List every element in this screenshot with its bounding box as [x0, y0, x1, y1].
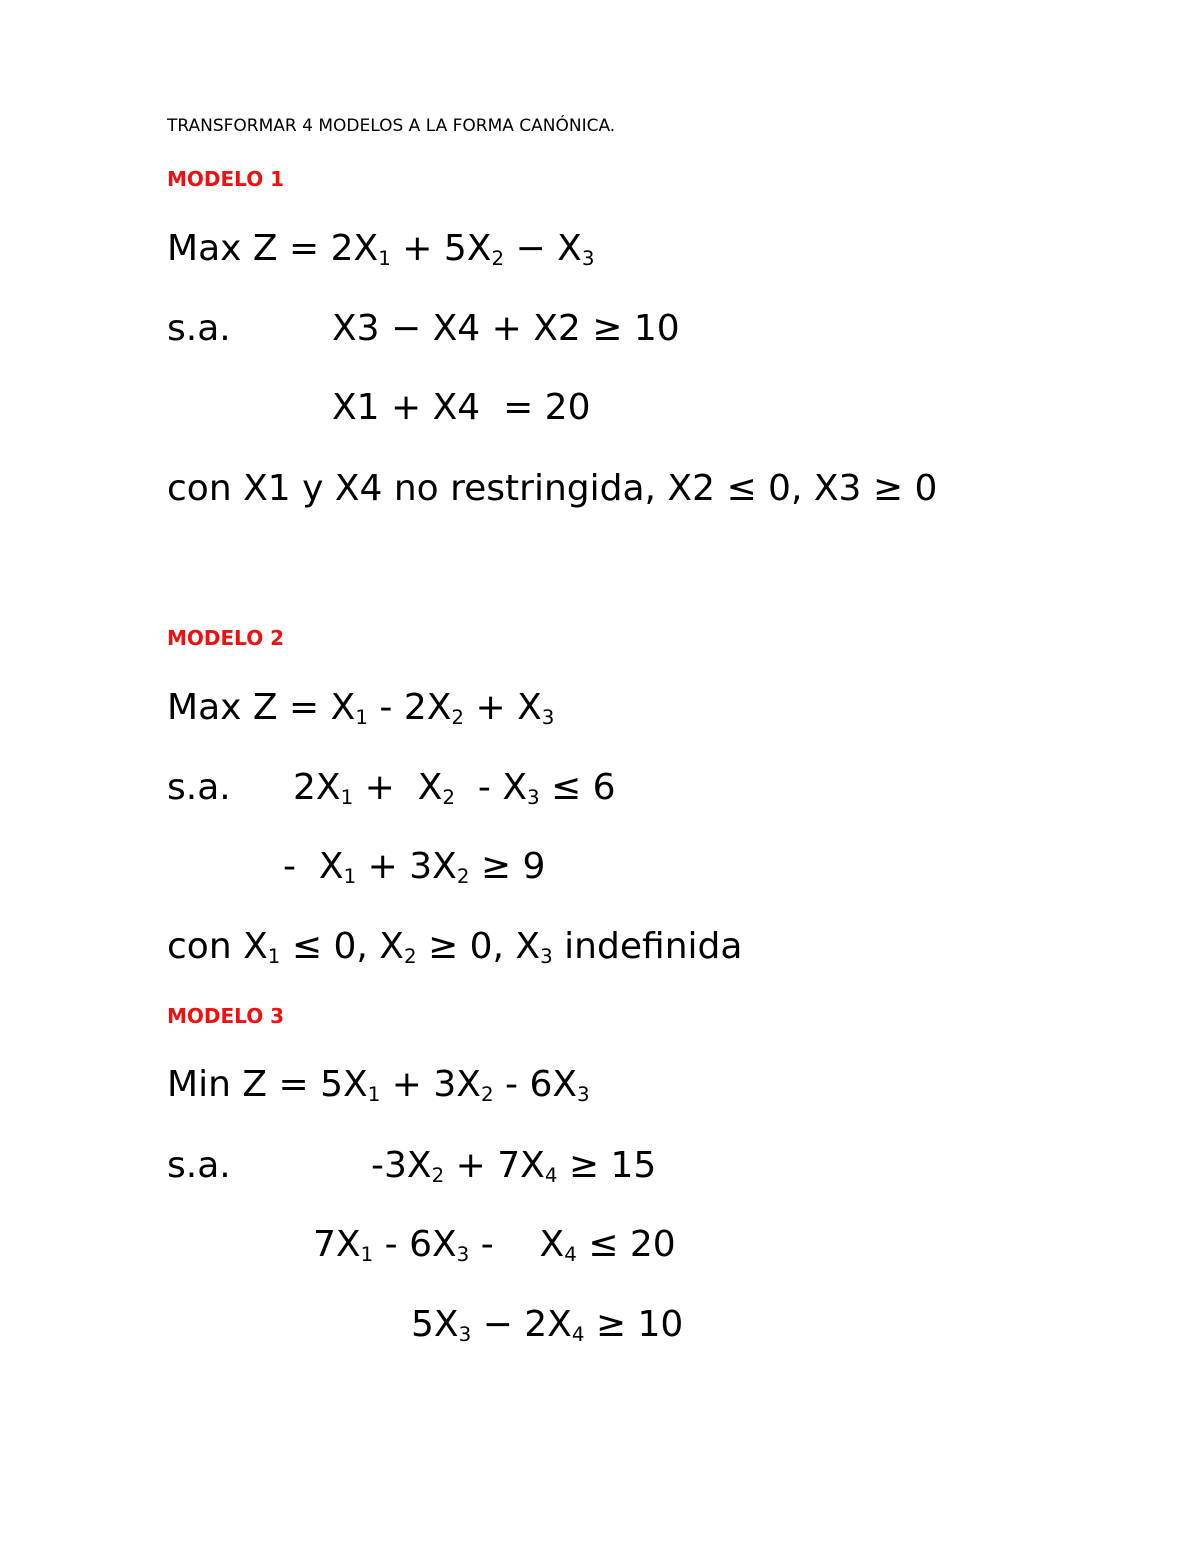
model-3-constraint-1: $-3X_2 + 7X_4 \ge 15$	[371, 1145, 657, 1187]
model-3-constraint-2: $7X_1 - 6X_3$ - $X_4 \le 20$	[313, 1224, 676, 1266]
model-3-constraint-3: $5X_3 - 2X_4 \ge 10$	[411, 1304, 684, 1346]
model-2-objective: Max $Z = X_1 - 2X_2 + X_3$	[167, 687, 555, 729]
model-2-sa-label: s.a.	[167, 767, 231, 808]
model-2-constraint-2: - $X_1 + 3X_2 \ge 9$	[283, 846, 546, 888]
model-1-conditions: con X1 y X4 no restringida, X2 ≤ 0, X3 ≥ 0	[167, 468, 938, 509]
model-1-heading: MODELO 1	[167, 167, 285, 191]
model-3-sa-label: s.a.	[167, 1145, 231, 1186]
model-1-constraint-2: X1 + X4 = 20	[332, 387, 591, 428]
model-1-sa-label: s.a.	[167, 308, 231, 349]
model-2-conditions: con $X_1 \le 0$, $X_2 \ge 0$, $X_3$ indefnida	[167, 926, 743, 968]
model-2-constraint-1: $2X_1 + X_2 - X_3 \le 6$	[293, 767, 616, 809]
model-1-constraint-1: X3 − X4 + X2 ≥ 10	[332, 308, 680, 349]
document-title: TRANSFORMAR 4 MODELOS A LA FORMA CANÓNICA.	[167, 116, 616, 136]
model-3-objective: Min $Z = 5X_1 + 3X_2 - 6X_3$	[167, 1064, 590, 1106]
model-2-heading: MODELO 2	[167, 626, 285, 650]
model-3-heading: MODELO 3	[167, 1004, 285, 1028]
model-1-objective: Max $Z = 2X_1 + 5X_2 - X_3$	[167, 228, 595, 270]
